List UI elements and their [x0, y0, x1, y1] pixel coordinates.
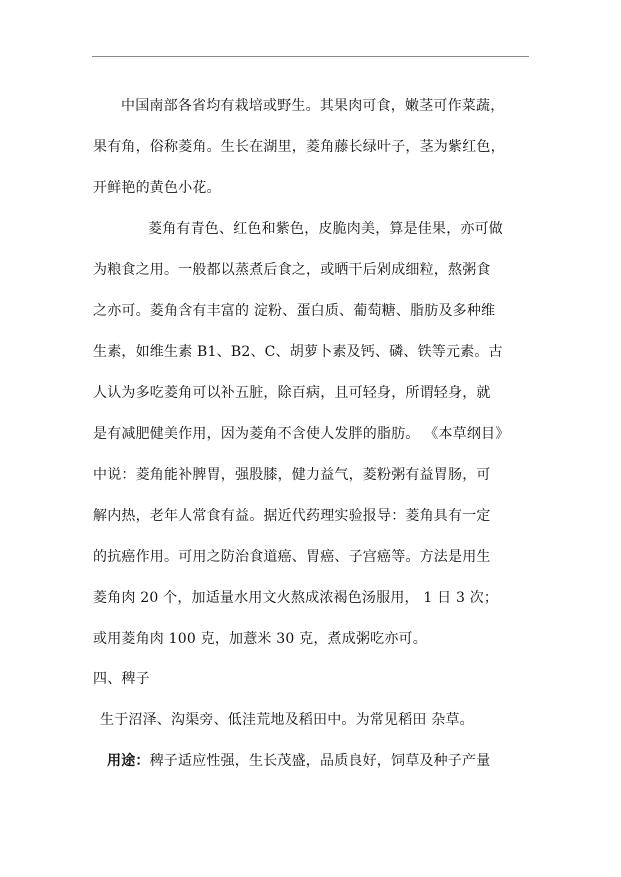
paragraph-line: 之亦可。菱角含有丰富的 淀粉、蛋白质、葡萄糖、脂肪及多种维	[93, 303, 496, 319]
paragraph-line: 或用菱角肉 100 克，加薏米 30 克，煮成粥吃亦可。	[93, 631, 427, 647]
paragraph-line: 菱角有青色、红色和紫色，皮脆肉美，算是佳果，亦可做	[148, 221, 503, 237]
usage-text: 稗子适应性强，生长茂盛，品质良好，饲草及种子产量	[149, 753, 491, 769]
paragraph-line: 生素，如维生素 B1、B2、C、胡萝卜素及钙、磷、铁等元素。古	[93, 344, 503, 360]
paragraph-line: 的抗癌作用。可用之防治食道癌、胃癌、子宫癌等。方法是用生	[93, 549, 491, 565]
paragraph-line: 中说：菱角能补脾胃，强股膝，健力益气，菱粉粥有益胃肠，可	[93, 467, 491, 483]
paragraph-line: 生于沼泽、沟渠旁、低洼荒地及稻田中。为常见稻田 杂草。	[100, 712, 474, 728]
paragraph-line: 人认为多吃菱角可以补五脏，除百病，且可轻身，所谓轻身，就	[93, 385, 491, 401]
paragraph-line: 果有角，俗称菱角。生长在湖里，菱角藤长绿叶子，茎为紫红色，	[93, 139, 505, 155]
paragraph-line: 为粮食之用。一般都以蒸煮后食之，或晒干后剁成细粒，熬粥食	[93, 262, 491, 278]
paragraph-line: 开鲜艳的黄色小花。	[93, 180, 221, 196]
usage-label: 用途：	[107, 753, 150, 769]
paragraph-line: 解内热，老年人常食有益。据近代药理实验报导：菱角具有一定	[93, 508, 491, 524]
paragraph-line: 菱角肉 20 个，加适量水用文火熬成浓褐色汤服用， 1 日 3 次；	[93, 590, 499, 606]
paragraph-line: 中国南部各省均有栽培或野生。其果肉可食，嫩茎可作菜蔬，	[121, 98, 505, 114]
header-rule	[92, 56, 529, 57]
usage-line	[107, 752, 490, 770]
section-heading: 四、稗子	[93, 671, 150, 687]
paragraph-line: 是有减肥健美作用，因为菱角不含使人发胖的脂肪。 《本草纲目》	[93, 426, 510, 442]
